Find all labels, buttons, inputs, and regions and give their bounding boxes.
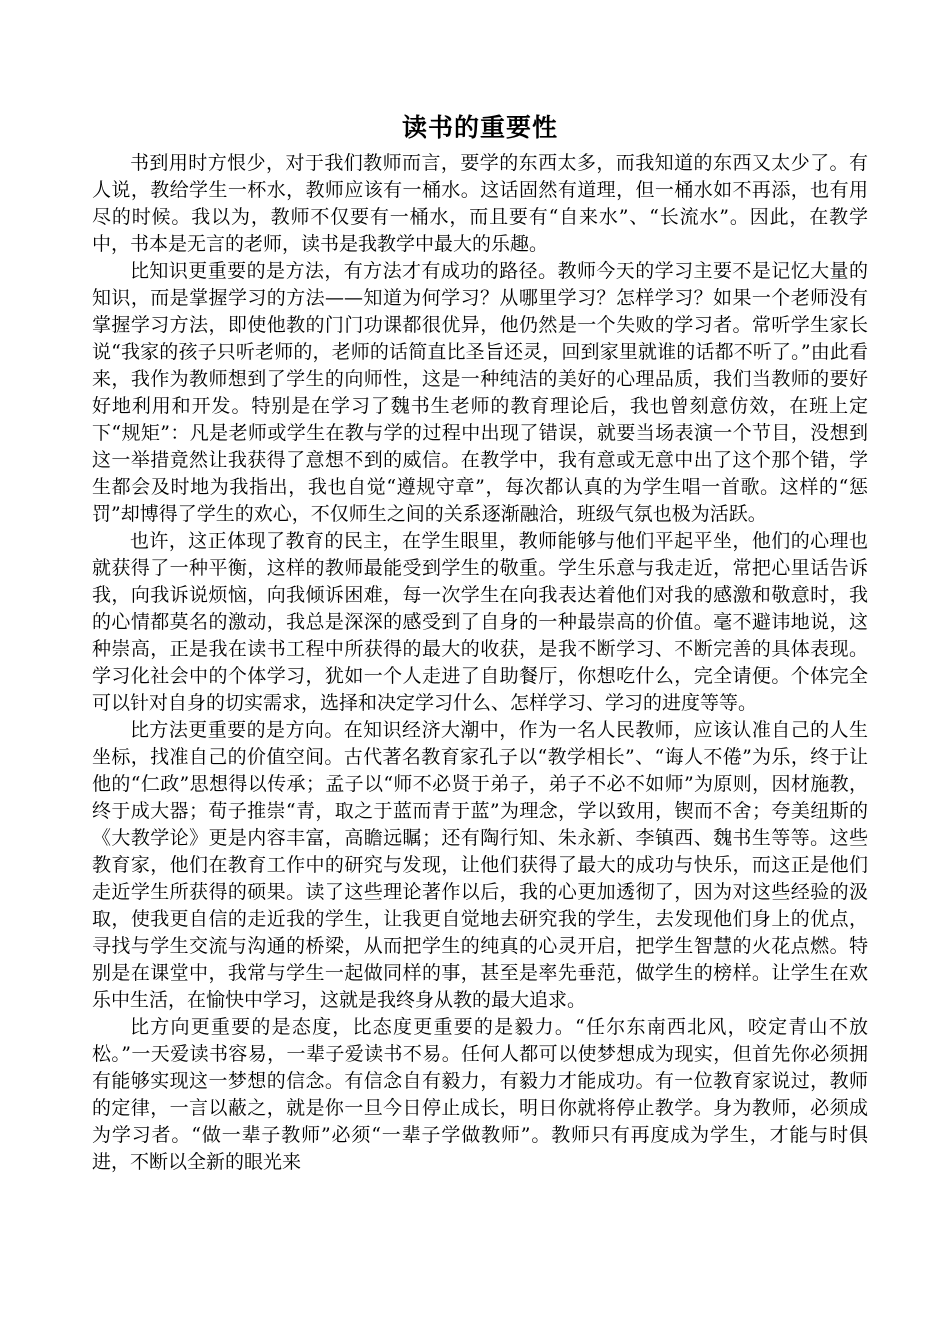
paragraph-1: 书到用时方恨少，对于我们教师而言，要学的东西太多，而我知道的东西又太少了。有人说，教给学生一杯水，教师应该有一桶水。这话固然有道理，但一桶水如不再添，也有用尽的时候。我以为，教师不仅要有一桶水，而且要有“自来水”、“长流水”。因此，在教学中，书本是无言的老师，读书是我教学中最大的乐趣。 (92, 152, 868, 255)
paragraph-3: 也许，这正体现了教育的民主，在学生眼里，教师能够与他们平起平坐，他们的心理也就获得了一种平衡，这样的教师最能受到学生的敬重。学生乐意与我走近，常把心里话告诉我，向我诉说烦恼，向我倾诉困难，每一次学生在向我表达着他们对我的感激和敬意时，我的心情都莫名的激动，我总是深深的感受到了自身的一种最崇高的价值。毫不避讳地说，这种崇高，正是我在读书工程中所获得的最大的收获，是我不断学习、不断完善的具体表现。学习化社会中的个体学习，犹如一个人走进了自助餐厅，你想吃什么，完全请便。个体完全可以针对自身的切实需求，选择和决定学习什么、怎样学习、学习的进度等等。 (92, 530, 868, 714)
document-title: 读书的重要性 (401, 113, 558, 142)
paragraph-2: 比知识更重要的是方法，有方法才有成功的路径。教师今天的学习主要不是记忆大量的知识，而是掌握学习的方法——知道为何学习？从哪里学习？怎样学习？如果一个老师没有掌握学习方法，即使他教的门门功课都很优异，他仍然是一个失败的学习者。常听学生家长说“我家的孩子只听老师的，老师的话简直比圣旨还灵，回到家里就谁的话都不听了。”由此看来，我作为教师想到了学生的向师性，这是一种纯洁的美好的心理品质，我们当教师的要好好地利用和开发。特别是在学习了魏书生老师的教育理论后，我也曾刻意仿效，在班上定下“规矩”：凡是老师或学生在教与学的过程中出现了错误，就要当场表演一个节目，没想到这一举措竟然让我获得了意想不到的威信。在教学中，我有意或无意中出了这个那个错，学生都会及时地为我指出，我也自觉“遵规守章”，每次都认真的为学生唱一首歌。这样的“惩罚”却博得了学生的欢心，不仅师生之间的关系逐渐融洽，班级气氛也极为活跃。 (92, 260, 868, 525)
paragraph-4: 比方法更重要的是方向。在知识经济大潮中，作为一名人民教师，应该认准自己的人生坐标，找准自己的价值空间。古代著名教育家孔子以“教学相长”、“诲人不倦”为乐，终于让他的“仁政”思想得以传承；孟子以“师不必贤于弟子，弟子不必不如师”为原则，因材施教，终于成大器；荀子推崇“青，取之于蓝而青于蓝”为理念，学以致用，锲而不舍；夸美纽斯的《大教学论》更是内容丰富，高瞻远瞩；还有陶行知、朱永新、李镇西、魏书生等等。这些教育家，他们在教育工作中的研究与发现，让他们获得了最大的成功与快乐，而这正是他们走近学生所获得的硕果。读了这些理论著作以后，我的心更加透彻了，因为对这些经验的汲取，使我更自信的走近我的学生，让我更自觉地去研究我的学生，去发现他们身上的优点，寻找与学生交流与沟通的桥梁，从而把学生的纯真的心灵开启，把学生智慧的火花点燃。特别是在课堂中，我常与学生一起做同样的事，甚至是率先垂范，做学生的榜样。让学生在欢乐中生活，在愉快中学习，这就是我终身从教的最大追求。 (92, 719, 868, 1011)
document-page (92, 108, 868, 1176)
paragraph-5: 比方向更重要的是态度，比态度更重要的是毅力。“任尔东南西北风，咬定青山不放松。”一天爱读书容易，一辈子爱读书不易。任何人都可以使梦想成为现实，但首先你必须拥有能够实现这一梦想的信念。有信念自有毅力，有毅力才能成功。有一位教育家说过，教师的定律，一言以蔽之，就是你一旦今日停止成长，明日你就将停止教学。身为教师，必须成为学习者。“做一辈子教师”必须“一辈子学做教师”。教师只有再度成为学生，才能与时俱进，不断以全新的眼光来 (92, 1016, 868, 1173)
